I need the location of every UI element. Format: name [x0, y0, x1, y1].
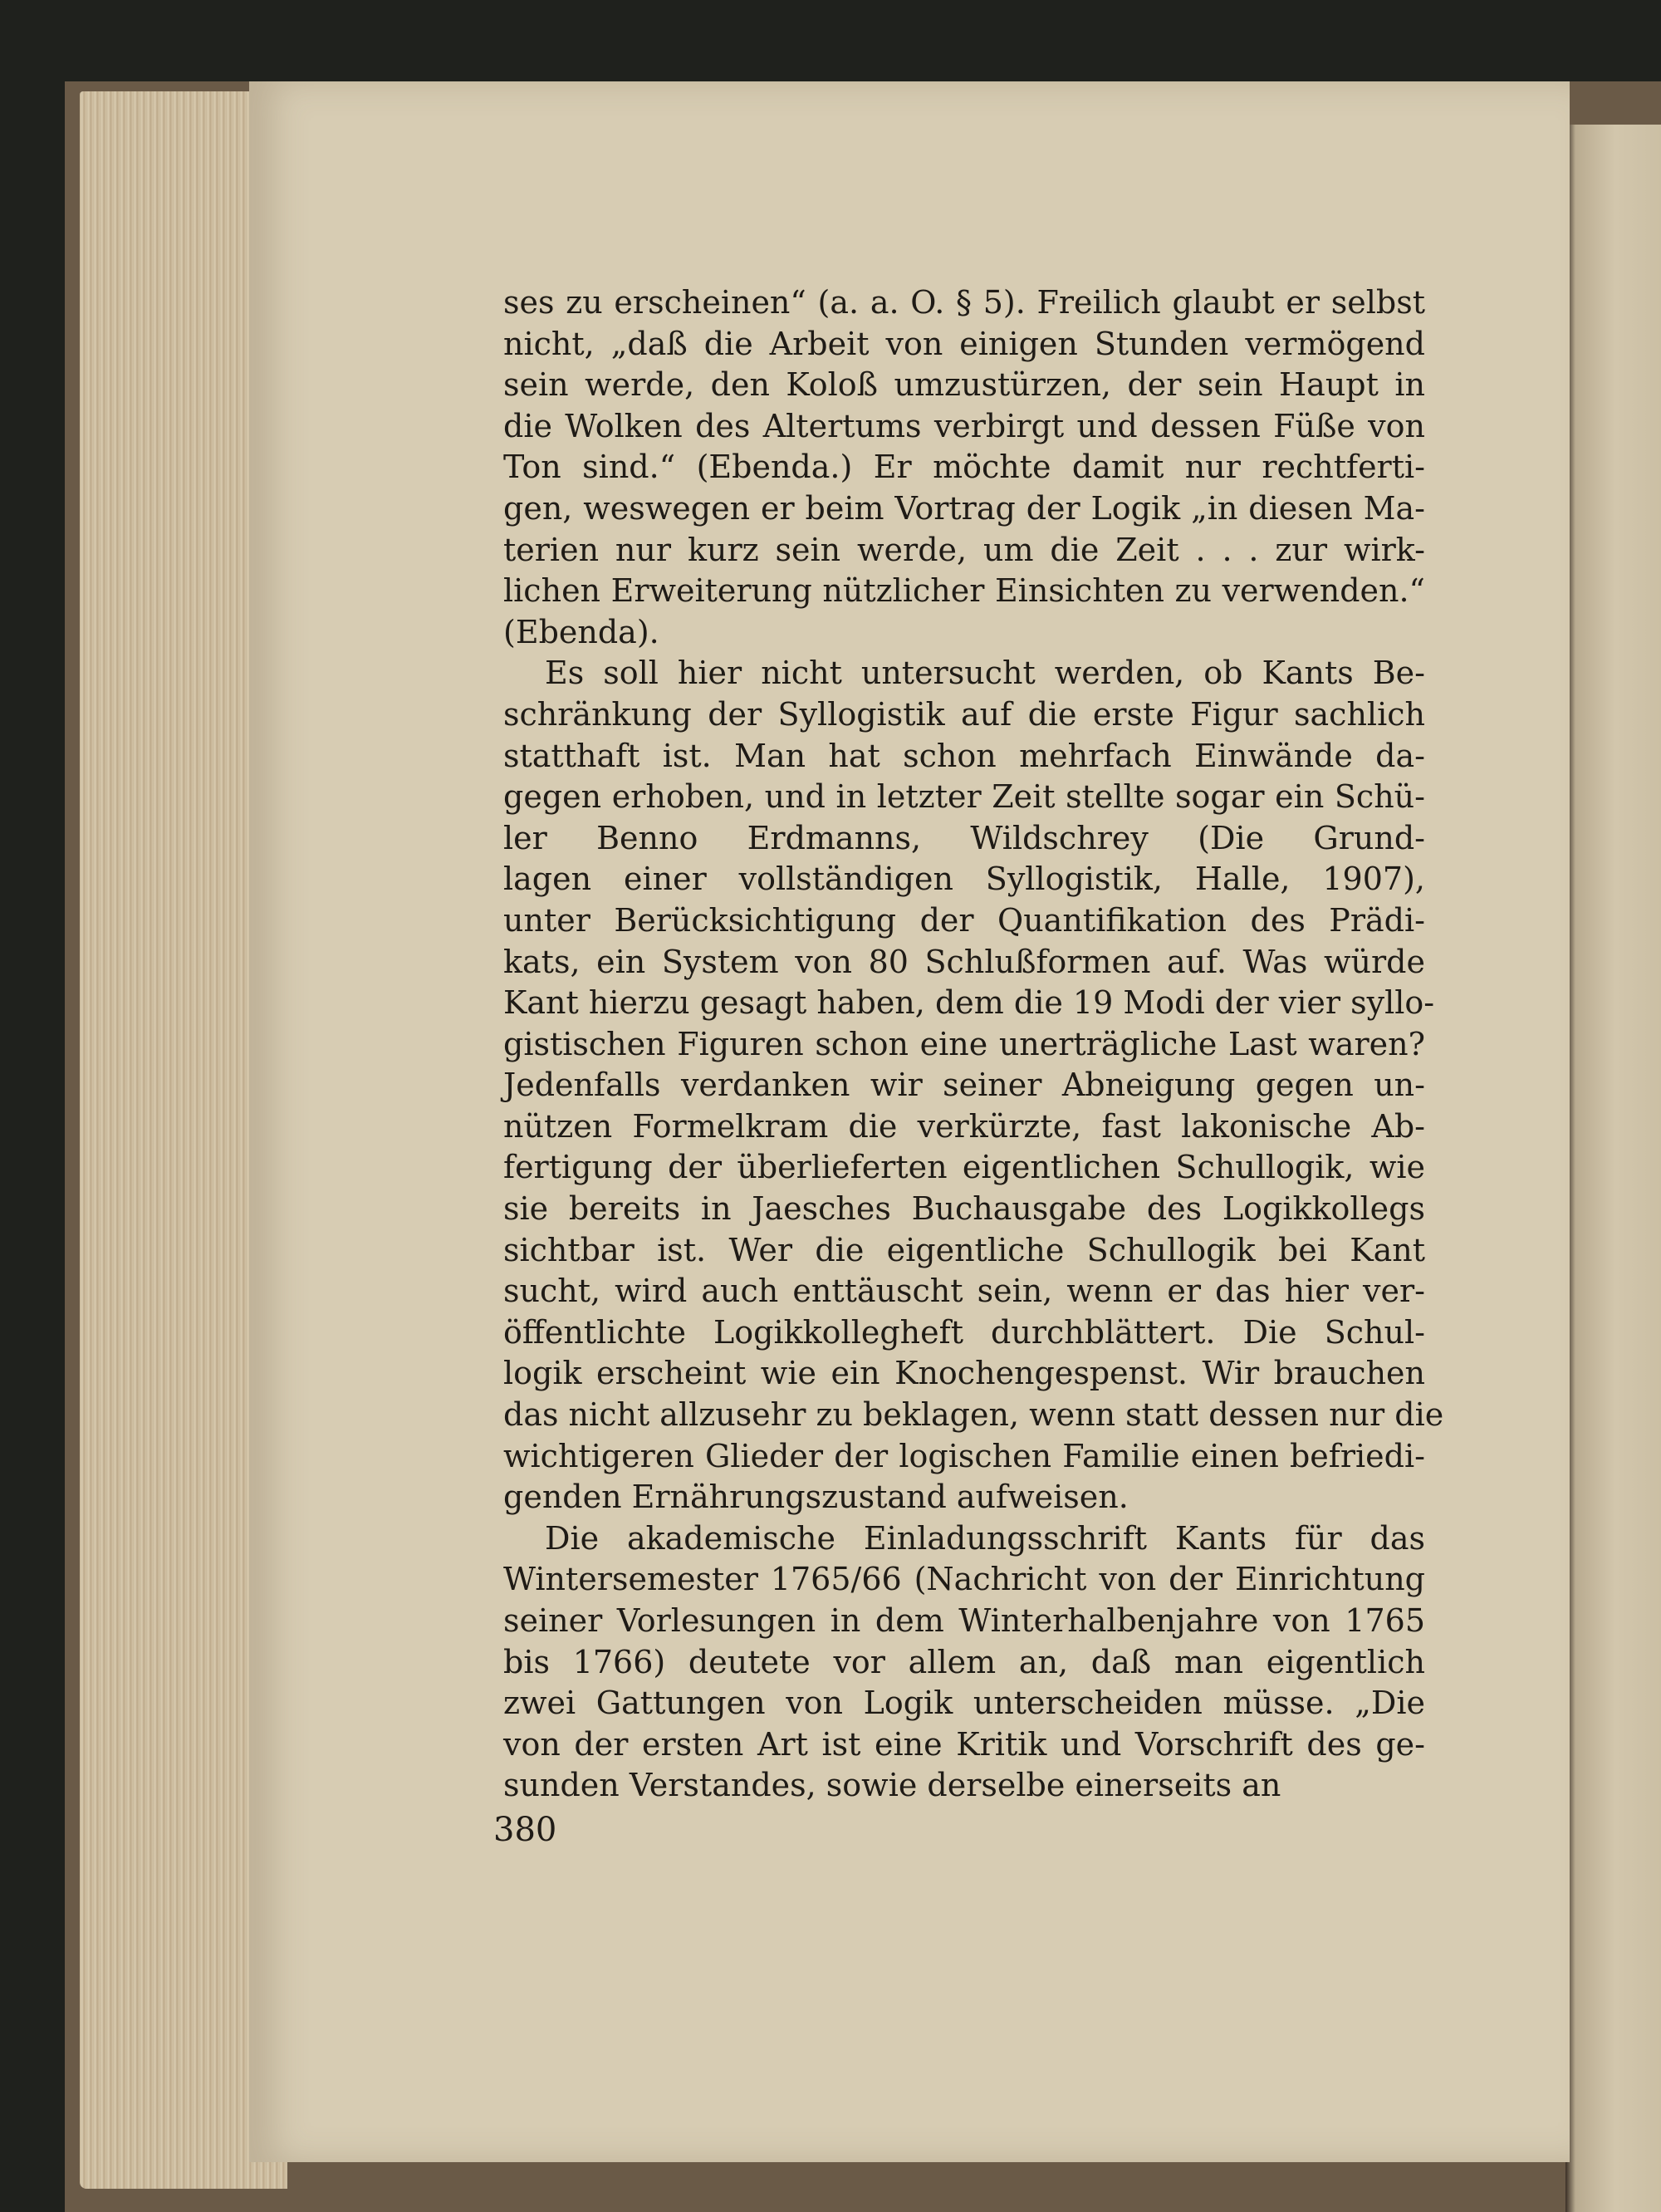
text-line: (Ebenda). — [503, 613, 659, 650]
text-line: unter Berücksichtigung der Quantifikation des Prädi- — [503, 901, 1425, 939]
text-line: wichtigeren Glieder der logischen Familie einen befriedi- — [503, 1437, 1425, 1474]
text-line: Kant hierzu gesagt haben, dem die 19 Modi der vier syllo- — [503, 984, 1435, 1022]
text-line: nicht, „daß die Arbeit von einigen Stunden vermögend — [503, 325, 1425, 362]
text-line: sunden Verstandes, sowie derselbe einerseits an — [503, 1767, 1281, 1804]
text-line: fertigung der überlieferten eigentlichen Schullogik, wie — [503, 1149, 1425, 1186]
text-line: schränkung der Syllogistik auf die erste Figur sachlich — [503, 695, 1425, 733]
text-line: ses zu erscheinen“ (a. a. O. § 5). Freilich glaubt er selbst — [503, 284, 1425, 321]
text-line: statthaft ist. Man hat schon mehrfach Einwände da- — [503, 737, 1425, 774]
paragraph — [503, 1518, 1425, 1807]
text-line: gegen erhoben, und in letzter Zeit stellte sogar ein Schü- — [503, 778, 1425, 816]
text-line: bis 1766) deutete vor allem an, daß man eigentlich — [503, 1643, 1425, 1680]
paragraph — [503, 282, 1425, 653]
text-line: kats, ein System von 80 Schlußformen auf. Was würde — [503, 943, 1425, 980]
text-line: gistischen Figuren schon eine unerträgliche Last waren? — [503, 1025, 1425, 1062]
text-line: terien nur kurz sein werde, um die Zeit . . . zur wirk- — [503, 531, 1425, 568]
text-line: sichtbar ist. Wer die eigentliche Schullogik bei Kant — [503, 1231, 1425, 1268]
page-body-text — [503, 282, 1444, 1807]
text-line: von der ersten Art ist eine Kritik und Vorschrift des ge- — [503, 1725, 1425, 1763]
text-line: sie bereits in Jaesches Buchausgabe des Logikkollegs — [503, 1190, 1425, 1228]
text-line: ler Benno Erdmanns, Wildschrey (Die Grund- — [503, 819, 1425, 856]
text-line: seiner Vorlesungen in dem Winterhalbenjahre von 1765 — [503, 1602, 1425, 1639]
text-line: logik erscheint wie ein Knochengespenst. Wir brauchen — [503, 1355, 1425, 1392]
text-line: lichen Erweiterung nützlicher Einsichten zu verwenden.“ — [503, 572, 1425, 610]
text-line: öffentlichte Logikkollegheft durchblättert. Die Schul- — [503, 1313, 1425, 1351]
facing-page-edge — [1565, 125, 1661, 2212]
text-line: Wintersemester 1765/66 (Nachricht von der Einrichtung — [503, 1561, 1425, 1598]
text-line: zwei Gattungen von Logik unterscheiden müsse. „Die — [503, 1685, 1425, 1722]
text-line: nützen Formelkram die verkürzte, fast lakonische Ab- — [503, 1107, 1425, 1145]
text-line: sucht, wird auch enttäuscht sein, wenn er das hier ver- — [503, 1273, 1425, 1310]
text-line: Jedenfalls verdanken wir seiner Abneigung gegen un- — [503, 1067, 1425, 1104]
text-line: Ton sind.“ (Ebenda.) Er möchte damit nur rechtferti- — [503, 449, 1425, 486]
text-line: sein werde, den Koloß umzustürzen, der sein Haupt in — [503, 366, 1425, 404]
text-line: die Wolken des Altertums verbirgt und dessen Füße von — [503, 407, 1425, 444]
text-line: gen, weswegen er beim Vortrag der Logik „in diesen Ma- — [503, 489, 1425, 527]
text-line: Es soll hier nicht untersucht werden, ob Kants Be- — [545, 655, 1425, 692]
page-number: 380 — [493, 1811, 557, 1849]
paragraph — [503, 653, 1444, 1518]
text-line: genden Ernährungszustand aufweisen. — [503, 1479, 1129, 1516]
text-line: lagen einer vollständigen Syllogistik, Halle, 1907), — [503, 861, 1425, 898]
text-line: Die akademische Einladungsschrift Kants für das — [545, 1519, 1425, 1557]
text-line: das nicht allzusehr zu beklagen, wenn statt dessen nur die — [503, 1396, 1444, 1434]
